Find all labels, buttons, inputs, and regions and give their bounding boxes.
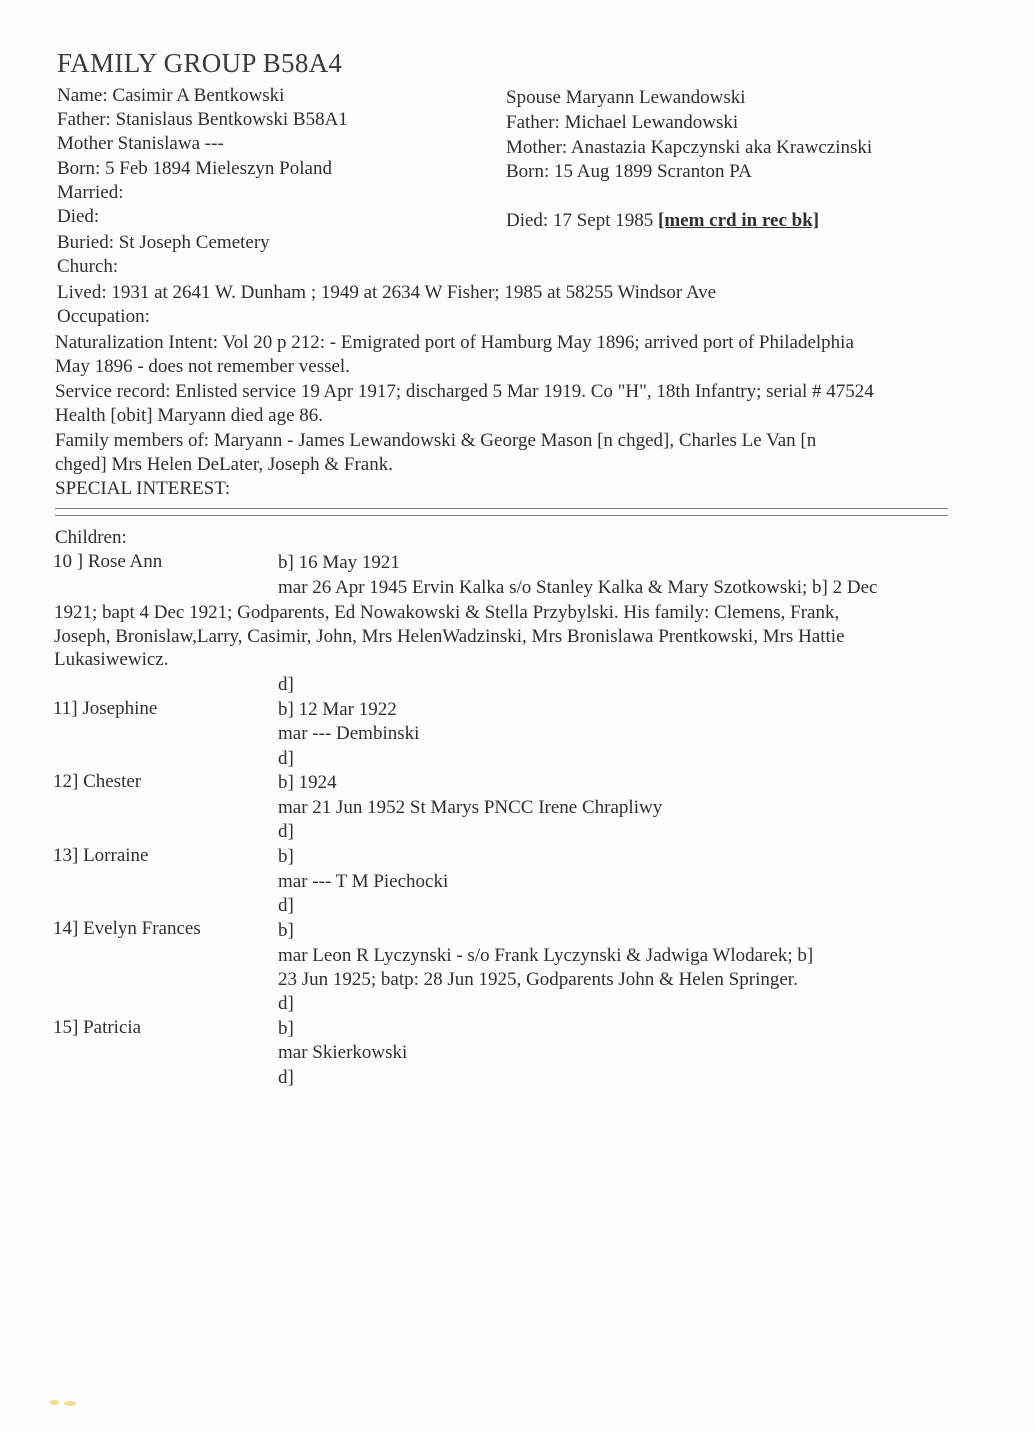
buried-line: Buried: St Joseph Cemetery [57,232,270,253]
paper-stain [50,1398,78,1406]
child-15-born: b] [278,1018,294,1039]
father-line: Father: Stanislaus Bentkowski B58A1 [57,109,348,130]
spouse-mother-line: Mother: Anastazia Kapczynski aka Krawczinski [506,137,873,158]
child-13-born: b] [278,846,294,867]
child-14-married: mar Leon R Lyczynski - s/o Frank Lyczynski & Jadwiga Wlodarek; b] [278,945,814,966]
child-10-died: d] [278,674,294,695]
spouse-father-line: Father: Michael Lewandowski [506,112,739,133]
child-11-born: b] 12 Mar 1922 [278,699,397,720]
married-line: Married: [57,182,124,203]
lived-line: Lived: 1931 at 2641 W. Dunham ; 1949 at 2634 W Fisher; 1985 at 58255 Windsor Ave [57,282,717,303]
child-10-married: mar 26 Apr 1945 Ervin Kalka s/o Stanley Kalka & Mary Szotkowski; b] 2 Dec [278,577,878,598]
child-15-died: d] [278,1067,294,1088]
child-12-died: d] [278,821,294,842]
name-line: Name: Casimir A Bentkowski [57,85,285,106]
children-label: Children: [55,527,127,548]
service-record-line: Service record: Enlisted service 19 Apr 1917; discharged 5 Mar 1919. Co "H", 18th Infantry; serial # 47524 [55,381,874,402]
family-members-line-2: chged] Mrs Helen DeLater, Joseph & Frank. [55,454,393,475]
naturalization-line-1: Naturalization Intent: Vol 20 p 212: - Emigrated port of Hamburg May 1896; arrived port of Philadelphia [55,332,854,353]
child-10-born: b] 16 May 1921 [278,552,400,573]
spouse-died-text: Died: 17 Sept 1985 [506,210,658,231]
special-interest-line: SPECIAL INTEREST: [55,478,231,499]
section-divider [55,508,948,516]
health-line: Health [obit] Maryann died age 86. [55,405,324,426]
child-12-born: b] 1924 [278,772,337,793]
child-15-name: 15] Patricia [53,1017,142,1038]
child-11-married: mar --- Dembinski [278,723,420,744]
child-12-name: 12] Chester [53,771,142,792]
memorial-card-note: [mem crd in rec bk] [658,210,820,231]
occupation-line: Occupation: [57,306,150,327]
naturalization-line-2: May 1896 - does not remember vessel. [55,356,350,377]
child-13-name: 13] Lorraine [53,845,149,866]
child-10-wrap-1: 1921; bapt 4 Dec 1921; Godparents, Ed Nowakowski & Stella Przybylski. His family: Clemens, Frank, [54,602,840,623]
child-13-married: mar --- T M Piechocki [278,871,449,892]
born-line: Born: 5 Feb 1894 Mieleszyn Poland [57,158,332,179]
spouse-born-line: Born: 15 Aug 1899 Scranton PA [506,161,752,182]
page-title: FAMILY GROUP B58A4 [57,48,343,78]
spouse-line: Spouse Maryann Lewandowski [506,87,746,108]
child-10-wrap-3: Lukasiwewicz. [54,649,169,670]
church-line: Church: [57,256,119,277]
spouse-died-line [506,209,819,233]
family-members-line-1: Family members of: Maryann - James Lewandowski & George Mason [n chged], Charles Le Van [n [55,430,817,451]
child-15-married: mar Skierkowski [278,1042,408,1063]
child-13-died: d] [278,895,294,916]
child-11-name: 11] Josephine [53,698,158,719]
child-14-born: b] [278,920,294,941]
child-14-name: 14] Evelyn Frances [53,918,201,939]
child-14-died: d] [278,993,294,1014]
mother-line: Mother Stanislawa --- [57,133,224,154]
child-11-died: d] [278,748,294,769]
died-line: Died: [57,206,100,227]
child-12-married: mar 21 Jun 1952 St Marys PNCC Irene Chrapliwy [278,797,663,818]
child-10-wrap-2: Joseph, Bronislaw,Larry, Casimir, John, Mrs HelenWadzinski, Mrs Bronislawa Prentkowski, Mrs Hattie [54,626,845,647]
child-14-married-cont: 23 Jun 1925; batp: 28 Jun 1925, Godparents John & Helen Springer. [278,969,798,990]
child-10-name: 10 ] Rose Ann [53,551,163,572]
